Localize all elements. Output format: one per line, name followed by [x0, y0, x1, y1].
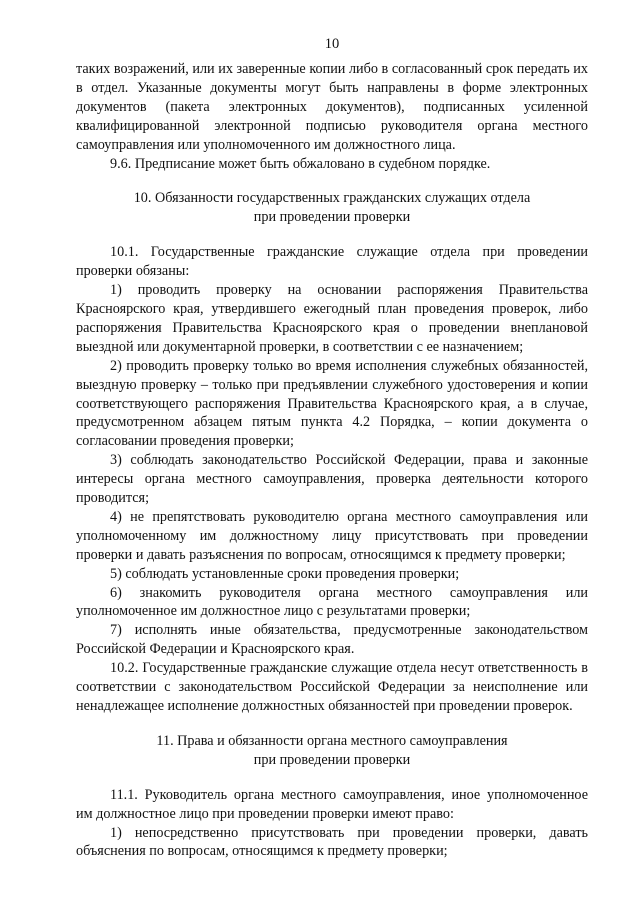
paragraph-10-1: 10.1. Государственные гражданские служащие отдела при проведении проверки обязаны: — [76, 244, 588, 280]
paragraph-9-6: 9.6. Предписание может быть обжаловано в судебном порядке. — [110, 155, 491, 172]
list-item: 1) непосредственно присутствовать при проведении проверки, давать объяснения по вопросам, относящимся к предмету проверки; — [76, 824, 588, 860]
section-11-heading — [76, 732, 588, 770]
intro-paragraph: таких возражений, или их заверенные копии либо в согласованный срок передать их в отдел. Указанные документы могут быть направлены в форме электронных документов (пакета электронных документов), подписанных усиленной квалифицированной электронной подписью руководителя органа местного самоуправления или уполномоченного им должностного лица. — [76, 61, 588, 153]
section-11-heading-line2: при проведении проверки — [253, 751, 411, 768]
section-10-heading-line1: 10. Обязанности государственных гражданских служащих отдела — [133, 190, 531, 207]
paragraph-11-1: 11.1. Руководитель органа местного самоуправления, иное уполномоченное им должностное лицо при проведении проверки имеют право: — [76, 786, 588, 822]
list-item: 2) проводить проверку только во время исполнения служебных обязанностей, выездную проверку – только при предъявлении служебного удостоверения и копии соответствующего распоряжения Правительства Красноярского края, а в случае, предусмотренном абзацем пятым пункта 4.2 Порядка, – копии документа о согласовании проведения проверки; — [76, 357, 588, 450]
list-item: 1) проводить проверку на основании распоряжения Правительства Красноярского края, утвердившего ежегодный план проведения проверок, либо распоряжения Правительства Красноярского края о проведении внеплановой выездной или документарной проверки, в соответствии с ее назначением; — [76, 282, 588, 355]
list-item: 5) соблюдать установленные сроки проведения проверки; — [110, 565, 460, 582]
list-item: 7) исполнять иные обязательства, предусмотренные законодательством Российской Федерации и Красноярского края. — [76, 622, 588, 658]
section-10-heading — [76, 189, 588, 227]
section-11-heading-line1: 11. Права и обязанности органа местного самоуправления — [156, 732, 508, 749]
section-10-heading-line2: при проведении проверки — [253, 209, 411, 226]
list-item: 3) соблюдать законодательство Российской Федерации, права и законные интересы органа местного самоуправления, проверка деятельности которого проводится; — [76, 452, 588, 507]
list-item: 4) не препятствовать руководителю органа местного самоуправления или уполномоченному им должностному лицу присутствовать при проведении проверки и давать разъяснения по вопросам, относящимся к предмету проверки; — [76, 508, 588, 563]
paragraph-10-2: 10.2. Государственные гражданские служащие отдела несут ответственность в соответствии с законодательством Российской Федерации за неисполнение или ненадлежащее исполнение должностных обязанностей при проведении проверок. — [76, 660, 588, 714]
page-number: 10 — [324, 36, 340, 52]
list-item: 6) знакомить руководителя органа местного самоуправления или уполномоченное им должностное лицо с результатами проверки; — [76, 584, 588, 620]
